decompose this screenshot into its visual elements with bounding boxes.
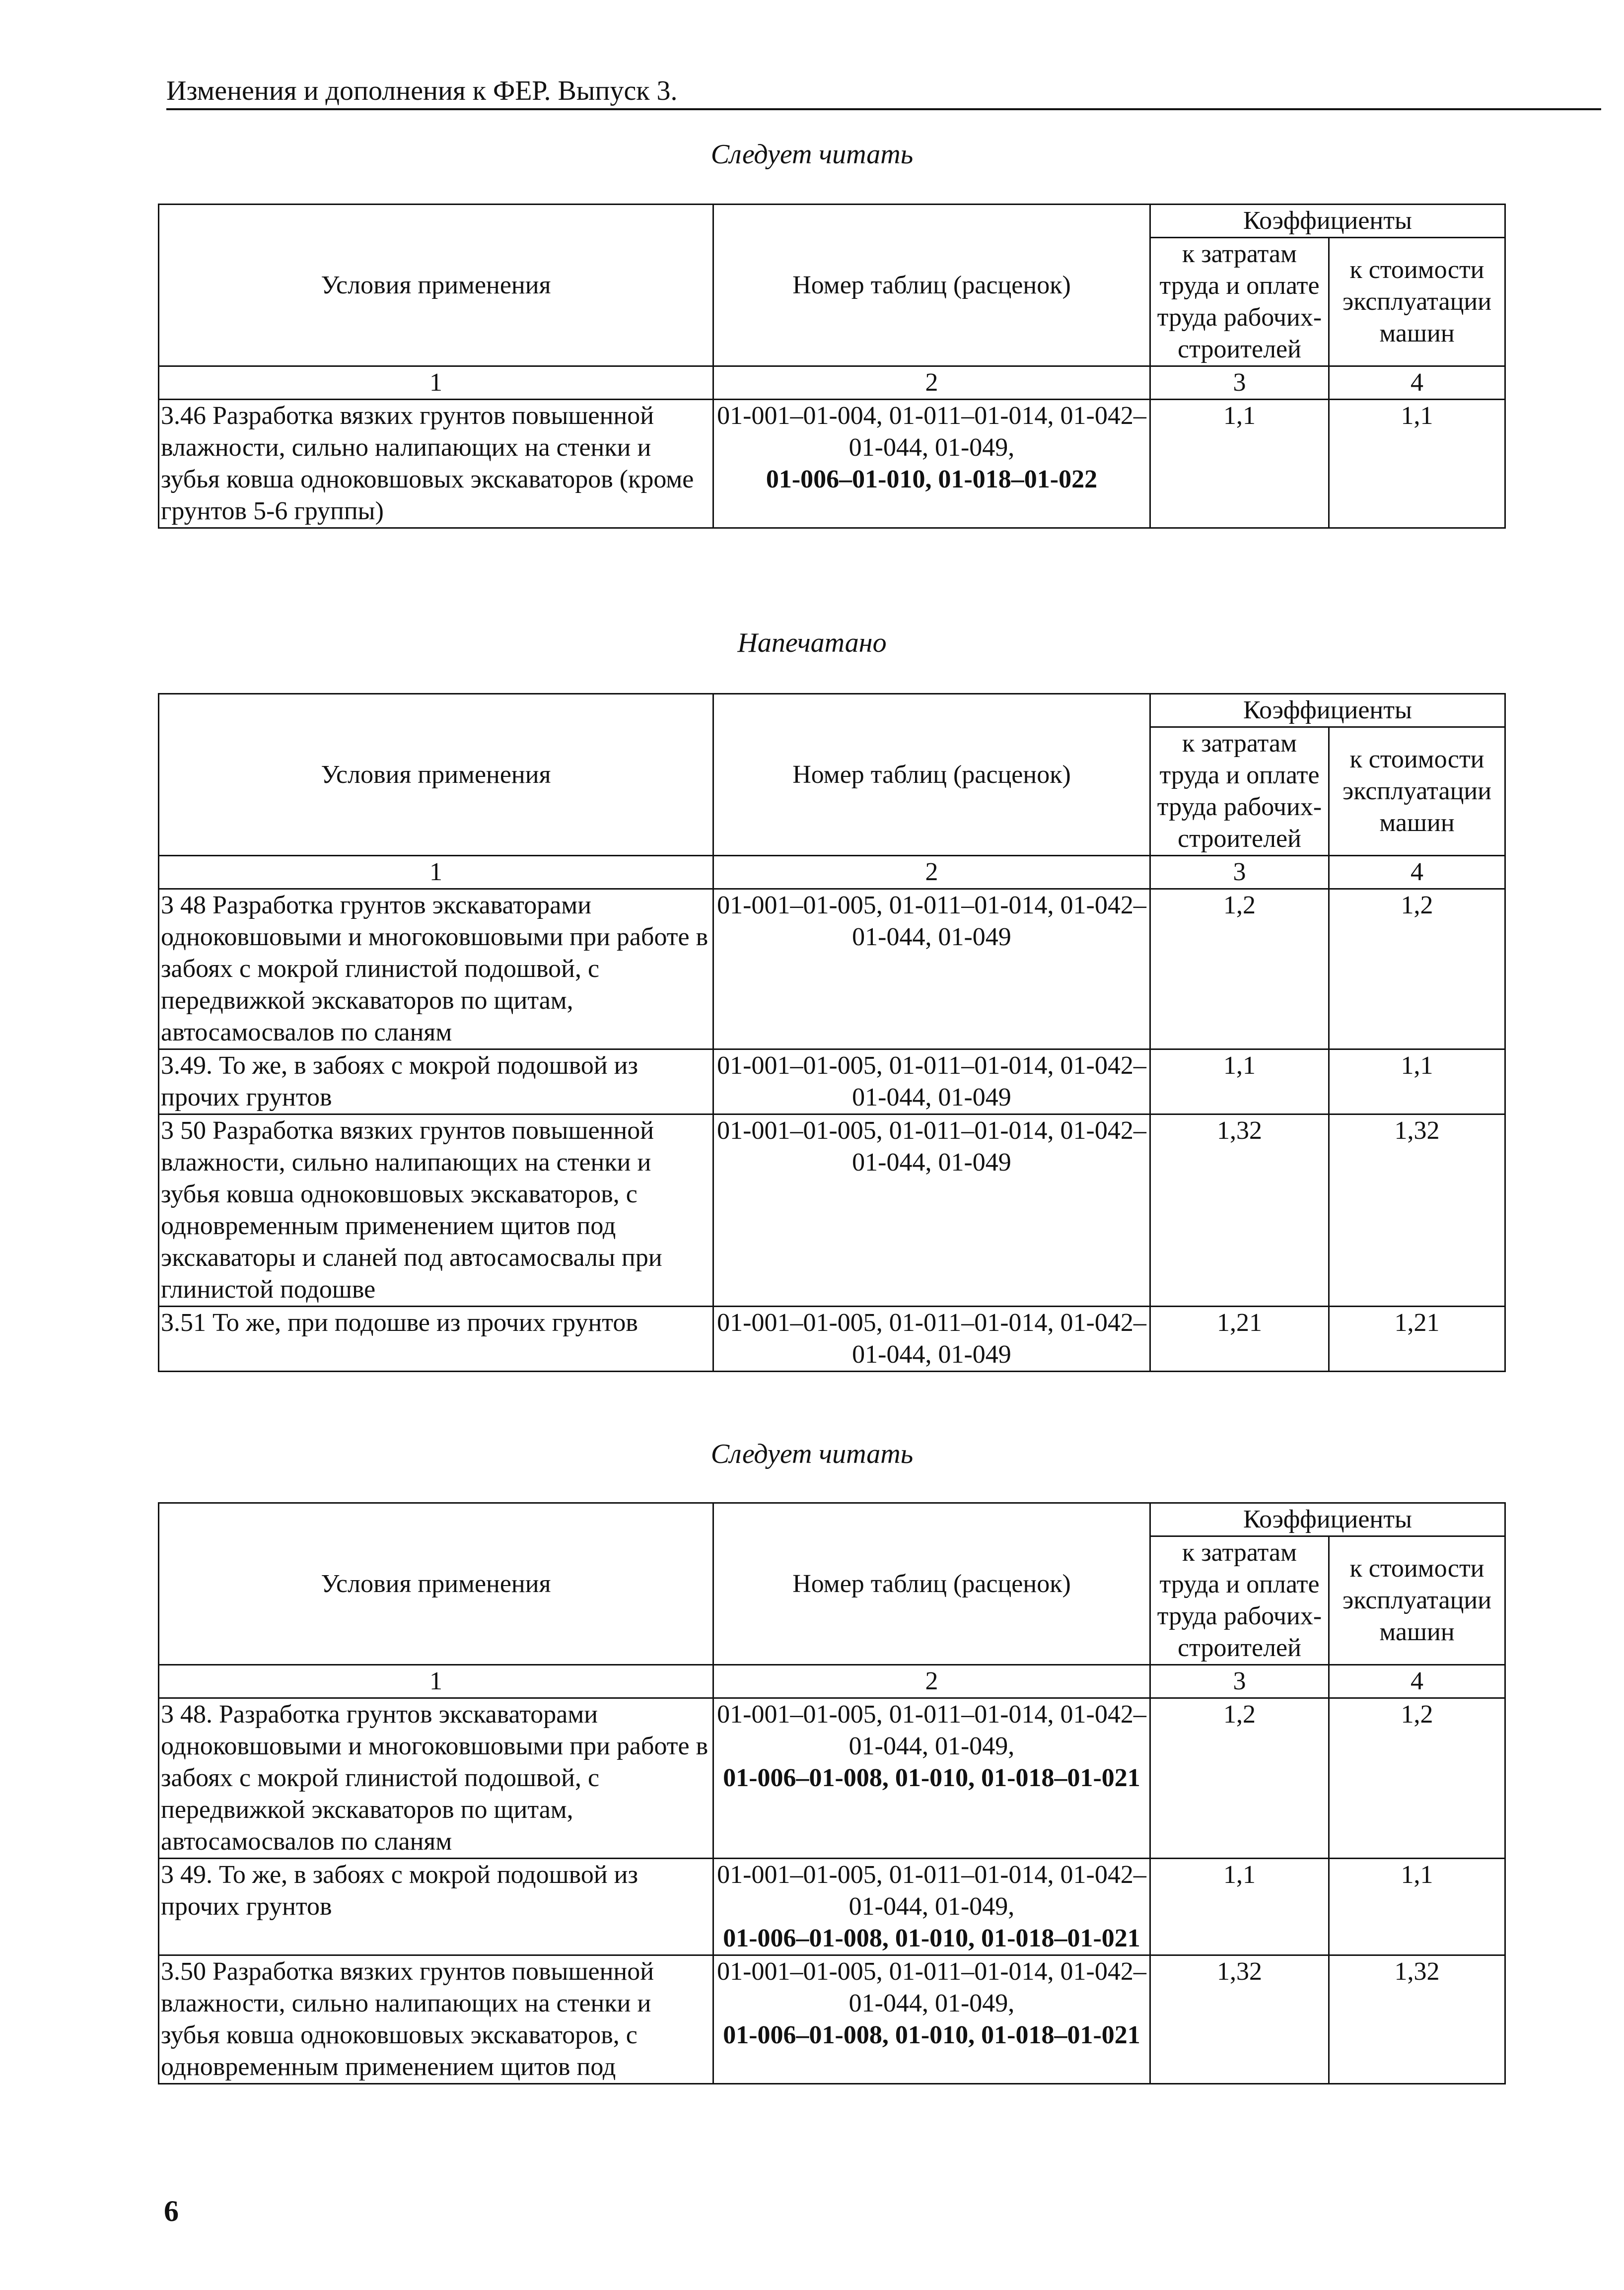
table-row <box>159 1049 1505 1114</box>
codes-added-bold: 01-006–01-008, 01-010, 01-018–01-021 <box>723 1764 1140 1792</box>
table-row <box>159 1955 1505 2084</box>
page-number: 6 <box>164 2195 179 2227</box>
codes-cell <box>713 1698 1150 1859</box>
caption-should-read-2: Следует читать <box>710 1439 914 1469</box>
table-row <box>159 1859 1505 1955</box>
header-table-numbers: Номер таблиц (расценок) <box>713 1503 1150 1665</box>
header-machine-coeff: к стоимости эксплуатации машин <box>1329 1536 1505 1665</box>
codes-cell <box>713 1307 1150 1372</box>
labor-coeff-cell: 1,1 <box>1150 400 1329 528</box>
column-number: 1 <box>159 1665 713 1698</box>
condition-cell: 3 48. Разработка грунтов экскаваторами одноковшовыми и многоковшовыми при работе в забоях с мокрой глинистой подошвой, с передвижкой экскаваторов по щитам, автосамосвалов по сланям <box>159 1698 713 1859</box>
column-number: 2 <box>713 856 1150 889</box>
header-coefficients: Коэффициенты <box>1150 1503 1505 1536</box>
column-number-row <box>159 856 1505 889</box>
machine-coeff-cell: 1,32 <box>1329 1955 1505 2084</box>
labor-coeff-cell: 1,2 <box>1150 889 1329 1049</box>
codes-regular: 01-001–01-005, 01-011–01-014, 01-042–01-044, 01-049 <box>717 1116 1146 1177</box>
header-labor-coeff: к затратам труда и оплате труда рабочих-строителей <box>1150 1536 1329 1665</box>
table-printed <box>158 693 1506 1372</box>
header-row <box>159 1503 1505 1536</box>
condition-cell: 3 48 Разработка грунтов экскаваторами одноковшовыми и многоковшовыми при работе в забоях с мокрой глинистой подошвой, с передвижкой экскаваторов по щитам, автосамосвалов по сланям <box>159 889 713 1049</box>
running-header: Изменения и дополнения к ФЕР. Выпуск 3. <box>166 74 1601 110</box>
table-row <box>159 1114 1505 1307</box>
header-conditions: Условия применения <box>159 694 713 856</box>
condition-cell: 3.51 То же, при подошве из прочих грунтов <box>159 1307 713 1372</box>
column-number-row <box>159 366 1505 400</box>
header-coefficients: Коэффициенты <box>1150 205 1505 238</box>
codes-regular: 01-001–01-004, 01-011–01-014, 01-042–01-044, 01-049, <box>717 402 1146 462</box>
table-corrected-3-46 <box>158 204 1506 529</box>
codes-cell <box>713 1049 1150 1114</box>
header-conditions: Условия применения <box>159 1503 713 1665</box>
codes-regular: 01-001–01-005, 01-011–01-014, 01-042–01-044, 01-049 <box>717 1051 1146 1111</box>
codes-cell <box>713 889 1150 1049</box>
column-number: 2 <box>713 366 1150 400</box>
condition-cell: 3.46 Разработка вязких грунтов повышенной влажности, сильно налипающих на стенки и зубья ковша одноковшовых экскаваторов (кроме грунтов 5-6 группы) <box>159 400 713 528</box>
labor-coeff-cell: 1,32 <box>1150 1114 1329 1307</box>
codes-added-bold: 01-006–01-008, 01-010, 01-018–01-021 <box>723 1924 1140 1952</box>
column-number: 1 <box>159 856 713 889</box>
caption-should-read-1: Следует читать <box>710 139 914 170</box>
codes-cell <box>713 400 1150 528</box>
table-row <box>159 1698 1505 1859</box>
condition-cell: 3 49. То же, в забоях с мокрой подошвой из прочих грунтов <box>159 1859 713 1955</box>
machine-coeff-cell: 1,2 <box>1329 889 1505 1049</box>
machine-coeff-cell: 1,21 <box>1329 1307 1505 1372</box>
codes-regular: 01-001–01-005, 01-011–01-014, 01-042–01-044, 01-049, <box>717 1957 1146 2017</box>
column-number: 3 <box>1150 1665 1329 1698</box>
header-row <box>159 694 1505 727</box>
codes-cell <box>713 1955 1150 2084</box>
codes-regular: 01-001–01-005, 01-011–01-014, 01-042–01-044, 01-049 <box>717 1309 1146 1369</box>
column-number: 3 <box>1150 366 1329 400</box>
labor-coeff-cell: 1,1 <box>1150 1859 1329 1955</box>
machine-coeff-cell: 1,1 <box>1329 1049 1505 1114</box>
column-number: 4 <box>1329 366 1505 400</box>
column-number: 1 <box>159 366 713 400</box>
labor-coeff-cell: 1,1 <box>1150 1049 1329 1114</box>
table-corrected-3-48-3-50 <box>158 1502 1506 2084</box>
condition-cell: 3.49. То же, в забоях с мокрой подошвой из прочих грунтов <box>159 1049 713 1114</box>
caption-printed: Напечатано <box>737 627 887 658</box>
condition-cell: 3.50 Разработка вязких грунтов повышенной влажности, сильно налипающих на стенки и зубья ковша одноковшовых экскаваторов, с одновременным применением щитов под <box>159 1955 713 2084</box>
column-number: 3 <box>1150 856 1329 889</box>
header-table-numbers: Номер таблиц (расценок) <box>713 694 1150 856</box>
codes-cell <box>713 1114 1150 1307</box>
codes-added-bold: 01-006–01-008, 01-010, 01-018–01-021 <box>723 2021 1140 2049</box>
table-row <box>159 400 1505 528</box>
codes-cell <box>713 1859 1150 1955</box>
header-machine-coeff: к стоимости эксплуатации машин <box>1329 727 1505 856</box>
column-number: 4 <box>1329 1665 1505 1698</box>
header-machine-coeff: к стоимости эксплуатации машин <box>1329 238 1505 366</box>
column-number: 2 <box>713 1665 1150 1698</box>
machine-coeff-cell: 1,1 <box>1329 400 1505 528</box>
codes-regular: 01-001–01-005, 01-011–01-014, 01-042–01-044, 01-049 <box>717 891 1146 951</box>
codes-added-bold: 01-006–01-010, 01-018–01-022 <box>766 465 1098 493</box>
header-coefficients: Коэффициенты <box>1150 694 1505 727</box>
header-table-numbers: Номер таблиц (расценок) <box>713 205 1150 366</box>
codes-regular: 01-001–01-005, 01-011–01-014, 01-042–01-044, 01-049, <box>717 1861 1146 1921</box>
header-labor-coeff: к затратам труда и оплате труда рабочих-строителей <box>1150 238 1329 366</box>
header-row <box>159 205 1505 238</box>
header-conditions: Условия применения <box>159 205 713 366</box>
machine-coeff-cell: 1,2 <box>1329 1698 1505 1859</box>
machine-coeff-cell: 1,32 <box>1329 1114 1505 1307</box>
header-labor-coeff: к затратам труда и оплате труда рабочих-строителей <box>1150 727 1329 856</box>
column-number-row <box>159 1665 1505 1698</box>
machine-coeff-cell: 1,1 <box>1329 1859 1505 1955</box>
labor-coeff-cell: 1,21 <box>1150 1307 1329 1372</box>
labor-coeff-cell: 1,32 <box>1150 1955 1329 2084</box>
table-row <box>159 889 1505 1049</box>
codes-regular: 01-001–01-005, 01-011–01-014, 01-042–01-044, 01-049, <box>717 1700 1146 1760</box>
condition-cell: 3 50 Разработка вязких грунтов повышенной влажности, сильно налипающих на стенки и зубья ковша одноковшовых экскаваторов, с одновременным применением щитов под экскаваторы и сланей под автосамосвалы при глинистой подошве <box>159 1114 713 1307</box>
table-row <box>159 1307 1505 1372</box>
labor-coeff-cell: 1,2 <box>1150 1698 1329 1859</box>
column-number: 4 <box>1329 856 1505 889</box>
